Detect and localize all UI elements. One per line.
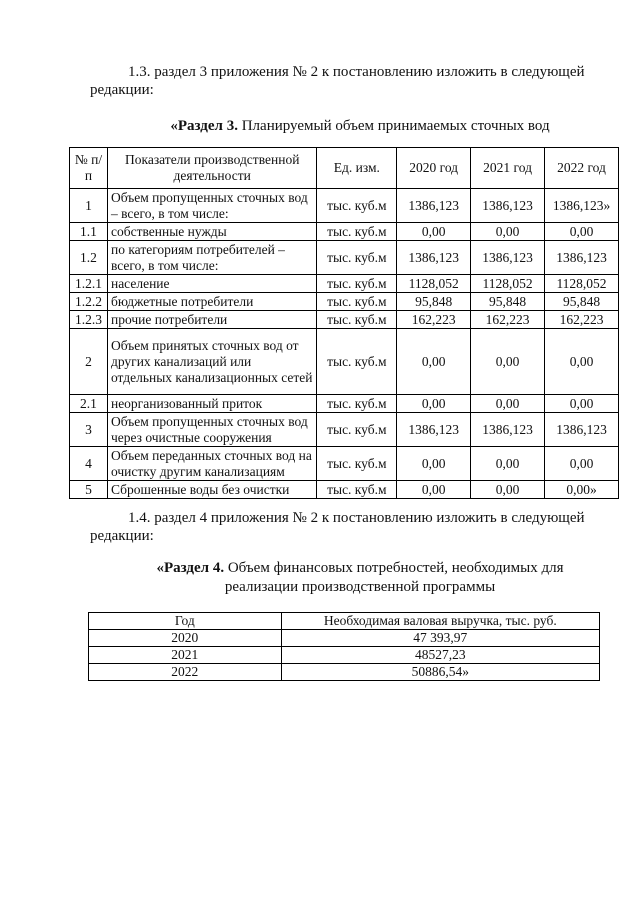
cell-revenue: 48527,23 bbox=[281, 647, 599, 664]
section-4-prefix: «Раздел 4. bbox=[156, 560, 225, 576]
cell-2022: 1386,123 bbox=[545, 413, 619, 447]
table-row bbox=[89, 630, 600, 647]
cell-2020: 1386,123 bbox=[397, 413, 471, 447]
cell-2022: 0,00 bbox=[545, 223, 619, 241]
cell-2020: 1386,123 bbox=[397, 189, 471, 223]
table-section-4 bbox=[88, 612, 600, 681]
cell-2021: 0,00 bbox=[471, 223, 545, 241]
cell-number: 1.2.2 bbox=[70, 293, 108, 311]
table-row bbox=[70, 447, 619, 481]
table-row bbox=[70, 293, 619, 311]
table-row bbox=[70, 329, 619, 395]
cell-year: 2022 bbox=[89, 664, 282, 681]
header-2022: 2022 год bbox=[545, 148, 619, 189]
table-row bbox=[89, 647, 600, 664]
cell-number: 1.2 bbox=[70, 241, 108, 275]
paragraph-1-3 bbox=[90, 63, 605, 99]
paragraph-1-4 bbox=[90, 509, 605, 545]
cell-indicator: неорганизованный приток bbox=[107, 395, 316, 413]
cell-2022: 0,00 bbox=[545, 447, 619, 481]
cell-2020: 1128,052 bbox=[397, 275, 471, 293]
cell-2021: 1128,052 bbox=[471, 275, 545, 293]
cell-number: 1 bbox=[70, 189, 108, 223]
cell-2020: 1386,123 bbox=[397, 241, 471, 275]
cell-2022: 1386,123 bbox=[545, 241, 619, 275]
header-2021: 2021 год bbox=[471, 148, 545, 189]
header-2020: 2020 год bbox=[397, 148, 471, 189]
cell-unit: тыс. куб.м bbox=[317, 275, 397, 293]
cell-indicator: бюджетные потребители bbox=[107, 293, 316, 311]
cell-2022: 95,848 bbox=[545, 293, 619, 311]
header-revenue: Необходимая валовая выручка, тыс. руб. bbox=[281, 613, 599, 630]
cell-2022: 1128,052 bbox=[545, 275, 619, 293]
cell-2022: 0,00 bbox=[545, 329, 619, 395]
cell-number: 2.1 bbox=[70, 395, 108, 413]
table-header-row bbox=[70, 148, 619, 189]
section-3-title: Планируемый объем принимаемых сточных вод bbox=[241, 118, 550, 134]
section-3-prefix: «Раздел 3. bbox=[170, 118, 238, 134]
cell-number: 1.1 bbox=[70, 223, 108, 241]
table-row bbox=[70, 395, 619, 413]
cell-indicator: собственные нужды bbox=[107, 223, 316, 241]
cell-2021: 1386,123 bbox=[471, 189, 545, 223]
table-section-3 bbox=[69, 147, 619, 499]
cell-revenue: 47 393,97 bbox=[281, 630, 599, 647]
cell-indicator: Объем пропущенных сточных вод через очистные сооружения bbox=[107, 413, 316, 447]
cell-2020: 0,00 bbox=[397, 395, 471, 413]
table-row bbox=[70, 223, 619, 241]
cell-2021: 162,223 bbox=[471, 311, 545, 329]
cell-indicator: население bbox=[107, 275, 316, 293]
header-year: Год bbox=[89, 613, 282, 630]
cell-2022: 1386,123» bbox=[545, 189, 619, 223]
cell-unit: тыс. куб.м bbox=[317, 241, 397, 275]
cell-number: 1.2.3 bbox=[70, 311, 108, 329]
cell-unit: тыс. куб.м bbox=[317, 447, 397, 481]
cell-2021: 1386,123 bbox=[471, 241, 545, 275]
cell-indicator: Объем переданных сточных вод на очистку другим канализациям bbox=[107, 447, 316, 481]
table-row bbox=[70, 413, 619, 447]
table-row bbox=[70, 189, 619, 223]
table-header-row bbox=[89, 613, 600, 630]
cell-2020: 0,00 bbox=[397, 447, 471, 481]
cell-unit: тыс. куб.м bbox=[317, 223, 397, 241]
cell-indicator: Объем пропущенных сточных вод – всего, в том числе: bbox=[107, 189, 316, 223]
section-4-heading bbox=[140, 559, 580, 597]
cell-unit: тыс. куб.м bbox=[317, 293, 397, 311]
table-row bbox=[70, 311, 619, 329]
cell-unit: тыс. куб.м bbox=[317, 395, 397, 413]
cell-indicator: Объем принятых сточных вод от других канализаций или отдельных канализационных сетей bbox=[107, 329, 316, 395]
cell-indicator: Сброшенные воды без очистки bbox=[107, 481, 316, 499]
cell-year: 2021 bbox=[89, 647, 282, 664]
cell-unit: тыс. куб.м bbox=[317, 481, 397, 499]
paragraph-1-3-text: 1.3. раздел 3 приложения № 2 к постановлению изложить в следующей редакции: bbox=[90, 64, 585, 98]
cell-2021: 95,848 bbox=[471, 293, 545, 311]
header-number: № п/п bbox=[70, 148, 108, 189]
table-row bbox=[70, 481, 619, 499]
section-4-title: Объем финансовых потребностей, необходимых для реализации производственной программы bbox=[224, 560, 564, 595]
cell-2021: 0,00 bbox=[471, 395, 545, 413]
cell-2020: 0,00 bbox=[397, 481, 471, 499]
cell-2022: 0,00 bbox=[545, 395, 619, 413]
cell-number: 2 bbox=[70, 329, 108, 395]
cell-indicator: по категориям потребителей – всего, в том числе: bbox=[107, 241, 316, 275]
cell-2021: 1386,123 bbox=[471, 413, 545, 447]
cell-number: 4 bbox=[70, 447, 108, 481]
cell-unit: тыс. куб.м bbox=[317, 189, 397, 223]
cell-revenue: 50886,54» bbox=[281, 664, 599, 681]
cell-2021: 0,00 bbox=[471, 481, 545, 499]
cell-unit: тыс. куб.м bbox=[317, 311, 397, 329]
cell-number: 3 bbox=[70, 413, 108, 447]
cell-2021: 0,00 bbox=[471, 329, 545, 395]
header-unit: Ед. изм. bbox=[317, 148, 397, 189]
header-indicator: Показатели производственной деятельности bbox=[107, 148, 316, 189]
section-3-heading bbox=[150, 117, 570, 136]
table-row bbox=[89, 664, 600, 681]
table-row bbox=[70, 241, 619, 275]
cell-2021: 0,00 bbox=[471, 447, 545, 481]
cell-2022: 0,00» bbox=[545, 481, 619, 499]
cell-indicator: прочие потребители bbox=[107, 311, 316, 329]
cell-2020: 0,00 bbox=[397, 329, 471, 395]
cell-2020: 95,848 bbox=[397, 293, 471, 311]
cell-year: 2020 bbox=[89, 630, 282, 647]
cell-2020: 162,223 bbox=[397, 311, 471, 329]
cell-number: 5 bbox=[70, 481, 108, 499]
paragraph-1-4-text: 1.4. раздел 4 приложения № 2 к постановлению изложить в следующей редакции: bbox=[90, 510, 585, 544]
cell-number: 1.2.1 bbox=[70, 275, 108, 293]
cell-unit: тыс. куб.м bbox=[317, 413, 397, 447]
cell-2022: 162,223 bbox=[545, 311, 619, 329]
cell-2020: 0,00 bbox=[397, 223, 471, 241]
cell-unit: тыс. куб.м bbox=[317, 329, 397, 395]
table-row bbox=[70, 275, 619, 293]
